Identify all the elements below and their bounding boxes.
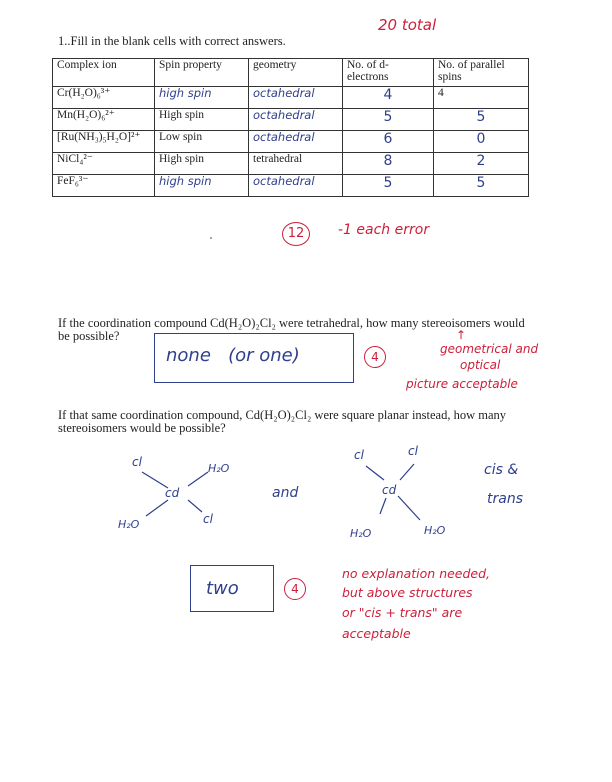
note-2-arrow: ↑ [456, 328, 467, 342]
question-2-text-line1: If the coordination compound Cd(H₂O)₂Cl₂ were tetrahedral, how many stereoisomers would [58, 316, 525, 330]
parallel-spins-cell [434, 131, 529, 153]
question-3-text-line1: If that same coordination compound, Cd(H₂O)₂Cl₂ were square planar instead, how many [58, 408, 507, 422]
trans-cd: cd [382, 483, 397, 497]
table-score-circle: 12 [282, 222, 310, 246]
geometry-cell: octahedral [249, 175, 343, 197]
table-row [53, 109, 529, 131]
d-electrons-value: 5 [383, 175, 393, 191]
ion-cell: Cr(H₂O)₆³⁺ [53, 87, 155, 109]
table-row [53, 131, 529, 153]
table-row [53, 87, 529, 109]
trans-h2o-right: H₂O [424, 524, 446, 537]
cis-h2o-bottom: H₂O [118, 518, 140, 531]
parallel-spins-cell [434, 109, 529, 131]
d-electrons-cell [343, 87, 434, 109]
spin-cell: high spin [155, 175, 249, 197]
spin-cell: high spin [155, 87, 249, 109]
cis-cd: cd [165, 486, 180, 500]
trans-h2o-left: H₂O [350, 527, 372, 540]
d-electrons-cell [343, 175, 434, 197]
d-electrons-cell [343, 109, 434, 131]
note-3-line2: but above structures [342, 585, 473, 600]
geometry-cell: octahedral [249, 87, 343, 109]
cis-cl-bottom: cl [203, 512, 213, 526]
question-2-score-circle: 4 [364, 346, 386, 368]
parallel-spins-value: 5 [476, 109, 486, 125]
header-complex-ion: Complex ion [53, 59, 155, 87]
ion-cell: Mn(H₂O)₆²⁺ [53, 109, 155, 131]
parallel-spins-value: 5 [476, 175, 486, 191]
table-header-row [53, 59, 529, 87]
parallel-spins-cell [434, 153, 529, 175]
complex-ion-table [52, 58, 529, 197]
geometry-cell: octahedral [249, 109, 343, 131]
d-electrons-cell [343, 153, 434, 175]
parallel-spins-value: 0 [476, 131, 486, 147]
d-electrons-value: 5 [383, 109, 393, 125]
header-geometry: geometry [249, 59, 343, 87]
question-1-heading: 1..Fill in the blank cells with correct answers. [58, 34, 286, 48]
cis-trans-line1: cis & [484, 462, 519, 478]
question-2-text-line2: be possible? [58, 329, 120, 343]
note-2-line3: picture acceptable [406, 377, 518, 391]
cis-cl-top: cl [132, 455, 142, 469]
parallel-spins-cell [434, 175, 529, 197]
table-row [53, 153, 529, 175]
cis-h2o-top: H₂O [208, 462, 230, 475]
header-d-electrons: No. of d-electrons [343, 59, 434, 87]
cis-trans-line2: trans [487, 491, 523, 507]
answer-3: two [206, 578, 239, 599]
and-word: and [272, 485, 299, 501]
table-row [53, 175, 529, 197]
ion-cell: [Ru(NH₃)₅H₂O]²⁺ [53, 131, 155, 153]
d-electrons-value: 6 [383, 131, 393, 147]
note-3-line3: or "cis + trans" are [342, 605, 463, 620]
geometry-cell: tetrahedral [249, 153, 343, 175]
ion-cell: NiCl₄²⁻ [53, 153, 155, 175]
note-2-line2: optical [460, 358, 501, 372]
spin-cell: High spin [155, 109, 249, 131]
d-electrons-value: 8 [383, 153, 393, 169]
spin-cell: Low spin [155, 131, 249, 153]
ion-cell: FeF₆³⁻ [53, 175, 155, 197]
parallel-spins-cell: 4 [434, 87, 529, 109]
question-3-text-line2: stereoisomers would be possible? [58, 421, 226, 435]
geometry-cell: octahedral [249, 131, 343, 153]
question-3-score-circle: 4 [284, 578, 306, 600]
d-electrons-cell [343, 131, 434, 153]
trans-cl-right: cl [408, 444, 418, 458]
trans-cl-left: cl [354, 448, 364, 462]
note-3-line1: no explanation needed, [342, 566, 491, 581]
note-2-line1: geometrical and [440, 342, 539, 356]
table-score-note: -1 each error [338, 222, 430, 238]
total-score: 20 total [378, 16, 437, 34]
answer-2: none (or one) [166, 345, 300, 366]
stray-mark [210, 237, 212, 239]
note-3-line4: acceptable [342, 626, 411, 641]
header-spin-property: Spin property [155, 59, 249, 87]
header-parallel-spins: No. of parallel spins [434, 59, 529, 87]
parallel-spins-value: 2 [476, 153, 486, 169]
d-electrons-value: 4 [383, 87, 393, 103]
spin-cell: High spin [155, 153, 249, 175]
